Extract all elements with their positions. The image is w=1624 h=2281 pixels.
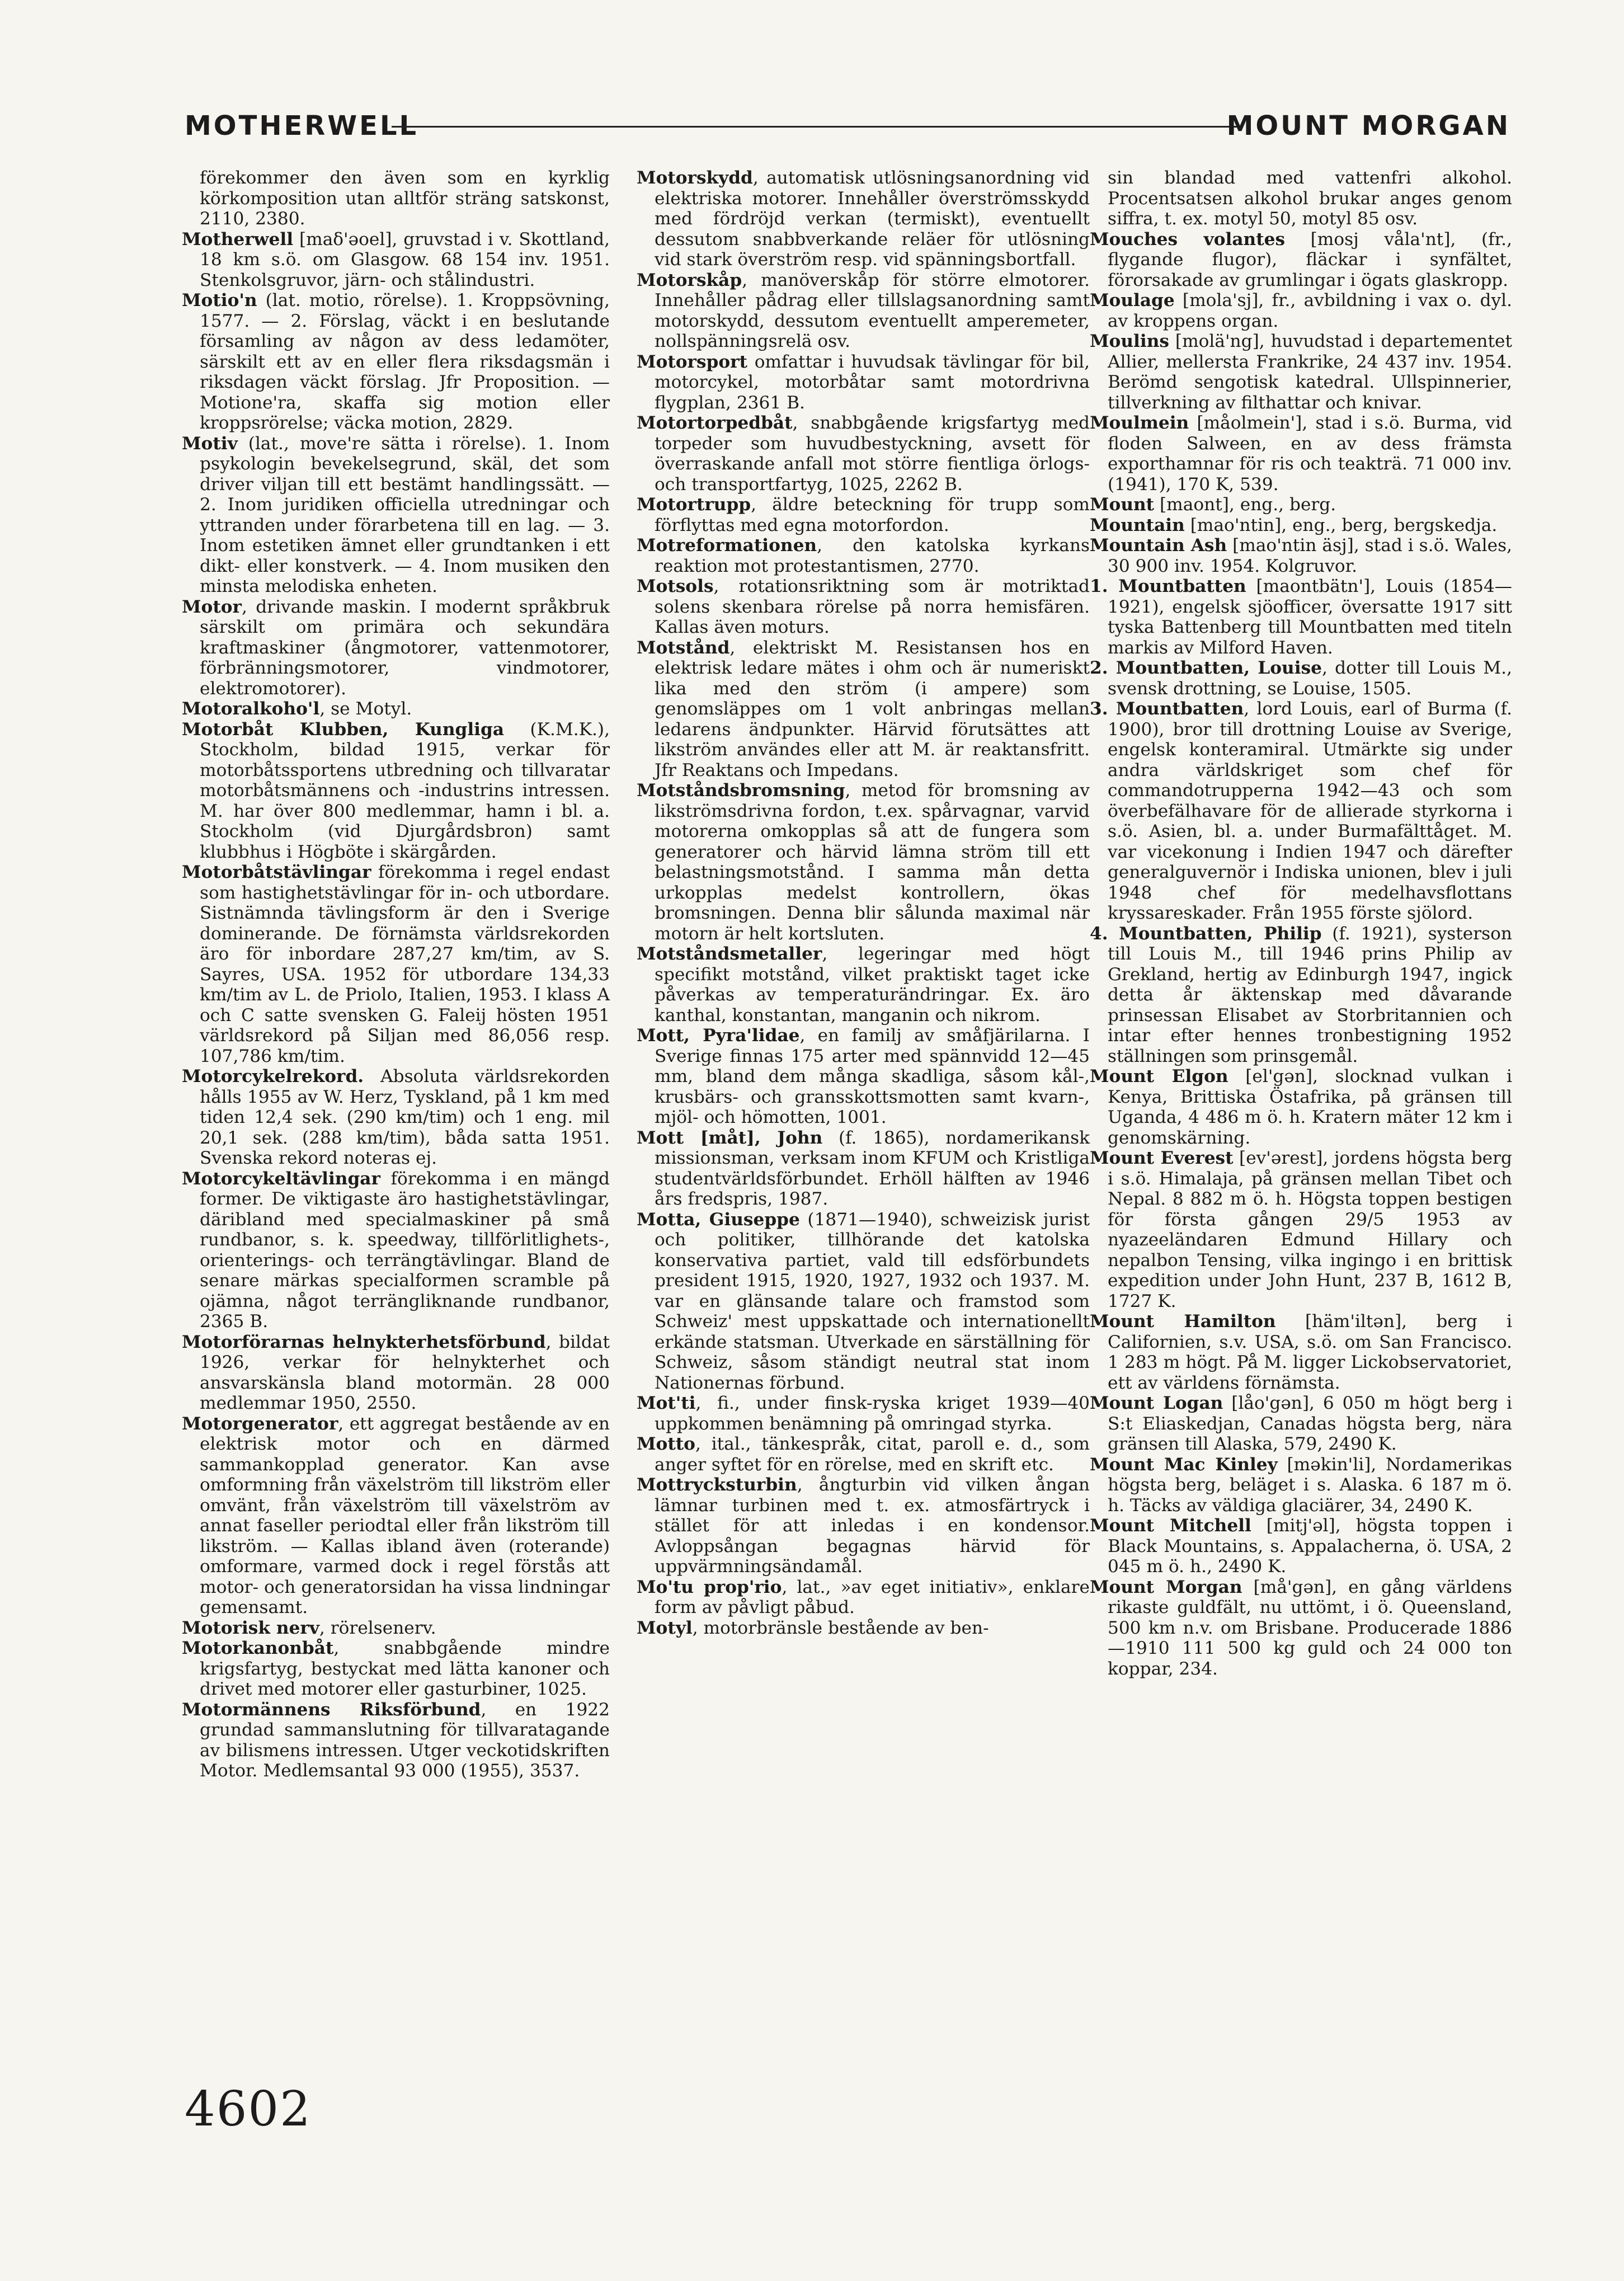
- dictionary-entry: [637, 1393, 1090, 1434]
- entry-text: (lat. motio, rörelse). 1. Kroppsövning, 1577. — 2. Förslag, väckt i en beslutande församling av någon av dess ledamöter, särskilt ett av en eller flera riksdagsmän i riksdagen väckt förslag. Jfr Proposition. — Motione'ra, skaffa sig motion eller kroppsrörelse; väcka motion, 2829.: [200, 290, 610, 433]
- entry-headword: Motortrupp: [637, 495, 751, 515]
- entry-text: , lord Louis, earl of Burma (f. 1900), bror till drottning Louise av Sverige, engelsk konteramiral. Utmärkte sig under andra världskriget som chef för commandotrupperna 1942—43 och som överbefälhavare för de allierade styrkorna i s.ö. Asien, bl. a. under Burmafälttåget. M. var vicekonung i Indien 1947 och därefter generalguvernör i Indiska unionen, blev i juli 1948 chef för medelhavsflottans kryssareskader. Från 1955 förste sjölord.: [1108, 699, 1512, 923]
- dictionary-entry: [1090, 413, 1512, 495]
- dictionary-entry: [1090, 331, 1512, 413]
- entry-headword: Motorcykelrekord.: [182, 1066, 364, 1087]
- entry-headword: Mount Mac Kinley: [1090, 1454, 1278, 1475]
- column-3: [1090, 168, 1512, 1679]
- entry-text: [mao'ntin äsj], stad i s.ö. Wales, 30 900 inv. 1954. Kolgruvor.: [1108, 535, 1512, 576]
- header-right-guideword: MOUNT MORGAN: [1226, 110, 1510, 142]
- dictionary-entry: [1090, 1393, 1512, 1455]
- entry-text: , se Motyl.: [319, 699, 412, 719]
- entry-text: , automatisk utlösningsanordning vid elektriska motorer. Innehåller överströmsskydd med fördröjd verkan (termiskt), eventuellt dessutom snabbverkande reläer för utlösning vid stark överström resp. vid spänningsbortfall.: [655, 168, 1090, 270]
- entry-headword: Motsols: [637, 576, 714, 596]
- dictionary-entry: [637, 535, 1090, 576]
- entry-text: [måolmein'], stad i s.ö. Burma, vid floden Salween, en av dess främsta exporthamnar för ris och teakträ. 71 000 inv. (1941), 170 K, 539.: [1108, 413, 1512, 495]
- entry-headword: Motorförarnas helnykterhetsförbund: [182, 1332, 546, 1352]
- entry-headword: Motortorpedbåt: [637, 413, 793, 433]
- entry-text: [məkin'li], Nordamerikas högsta berg, beläget i s. Alaska. 6 187 m ö. h. Täcks av väldiga glaciärer, 34, 2490 K.: [1108, 1454, 1512, 1516]
- entry-headword: Motorskåp: [637, 270, 742, 290]
- entry-text: , elektriskt M. Resistansen hos en elektrisk ledare mätes i ohm och är numeriskt lika med den ström (i ampere) som genomsläppes om 1 volt anbringas mellan ledarens ändpunkter. Härvid förutsättes att likström användes eller att M. är reaktansfritt. Jfr Reaktans och Impedans.: [655, 637, 1090, 780]
- entry-text: , ital., tänkespråk, citat, paroll e. d., som anger syftet för en rörelse, med en skrift etc.: [655, 1434, 1090, 1475]
- dictionary-entry: [182, 434, 610, 597]
- dictionary-entry: [1090, 658, 1512, 699]
- entry-headword: Motorkanonbåt: [182, 1638, 334, 1658]
- entry-headword: Mountain Ash: [1090, 535, 1227, 556]
- entry-headword: Motorgenerator: [182, 1413, 338, 1434]
- dictionary-entry: [637, 1475, 1090, 1577]
- entry-text: , äldre beteckning för trupp som förflyttas med egna motorfordon.: [655, 495, 1090, 535]
- dictionary-entry: [1090, 515, 1512, 536]
- dictionary-entry: [637, 352, 1090, 413]
- entry-headword: 4. Mountbatten, Philip: [1090, 923, 1322, 944]
- dictionary-entry: [637, 495, 1090, 535]
- entry-text: , rotationsriktning som är motriktad solens skenbara rörelse på norra hemisfären. Kallas även moturs.: [655, 576, 1090, 637]
- entry-headword: Motståndsbromsning: [637, 780, 845, 801]
- entry-text: , motorbränsle bestående av ben-: [692, 1617, 989, 1638]
- entry-text: , en 1922 grundad sammanslutning för tillvaratagande av bilismens intressen. Utger veckotidskriften Motor. Medlemsantal 93 000 (1955), 3537.: [200, 1699, 610, 1781]
- entry-text: omfattar i huvudsak tävlingar för bil, motorcykel, motorbåtar samt motordrivna flygplan, 2361 B.: [655, 351, 1090, 413]
- dictionary-entry: [637, 944, 1090, 1026]
- entry-text: [mosj våla'nt], (fr., flygande flugor), fläckar i synfältet, förorsakade av grumlingar i ögats glaskropp.: [1108, 229, 1512, 290]
- entry-text: (1871—1940), schweizisk jurist och politiker, tillhörande det katolska konservativa partiet, vald till edsförbundets president 1915, 1920, 1927, 1932 och 1937. M. var en glänsande talare och framstod som Schweiz' mest uppskattade och internationellt erkände statsman. Utverkade en särställning för Schweiz, såsom ständigt neutral stat inom Nationernas förbund.: [655, 1209, 1090, 1393]
- entry-text: , legeringar med högt specifikt motstånd, vilket praktiskt taget icke påverkas av temperaturändringar. Ex. äro kanthal, konstantan, manganin och nikrom.: [655, 944, 1090, 1026]
- entry-text: , snabbgående mindre krigsfartyg, bestyckat med lätta kanoner och drivet med motorer eller gasturbiner, 1025.: [200, 1638, 610, 1699]
- dictionary-entry: [182, 1414, 610, 1618]
- dictionary-entry: [637, 270, 1090, 352]
- entry-headword: Mount Mitchell: [1090, 1516, 1251, 1536]
- entry-text: , lat., »av eget initiativ», enklare form av påvligt påbud.: [655, 1577, 1090, 1617]
- entry-text: (K.M.K.), Stockholm, bildad 1915, verkar för motorbåtssportens utbredning och tillvaratar motorbåtsmännens och -industrins intressen. M. har över 800 medlemmar, hamn i bl. a. Stockholm (vid Djurgårdsbron) samt klubbhus i Högböte i skärgården.: [200, 719, 610, 862]
- entry-text: [låo'gən], 6 050 m högt berg i S:t Eliaskedjan, Canadas högsta berg, nära gränsen till Alaska, 579, 2490 K.: [1108, 1393, 1512, 1454]
- dictionary-entry: [1090, 229, 1512, 291]
- column-1: [182, 168, 610, 1781]
- entry-text: [maontbätn'], Louis (1854—1921), engelsk sjöofficer, översatte 1917 sitt tyska Battenberg till Mountbatten med titeln markis av Milford Haven.: [1108, 576, 1512, 658]
- dictionary-entry: [637, 638, 1090, 781]
- entry-text: [el'gən], slocknad vulkan i Kenya, Brittiska Östafrika, på gränsen till Uganda, 4 486 m ö. h. Kratern mäter 12 km i genomskärning.: [1108, 1066, 1512, 1148]
- dictionary-entry: [182, 229, 610, 291]
- dictionary-entry: [637, 1618, 1090, 1639]
- entry-headword: Mottrycksturbin: [637, 1475, 797, 1495]
- entry-headword: Motiv: [182, 433, 238, 454]
- entry-headword: Mott [måt], John: [637, 1127, 823, 1148]
- dictionary-entry: [637, 780, 1090, 944]
- entry-text: [häm'iltən], berg i Californien, s.v. USA, s.ö. om San Francisco. 1 283 m högt. På M. ligger Lickobservatoriet, ett av världens förnämsta.: [1108, 1311, 1512, 1393]
- entry-headword: Motto: [637, 1434, 695, 1454]
- entry-headword: 1. Mountbatten: [1090, 576, 1246, 596]
- entry-headword: Motstånd: [637, 637, 730, 658]
- dictionary-entry: [182, 1700, 610, 1781]
- dictionary-entry: [182, 862, 610, 1066]
- entry-text: , metod för bromsning av likströmsdrivna fordon, t.ex. spårvagnar, varvid motorerna omkopplas så att de fungera som generatorer och härvid lämna ström till ett belastningsmotstånd. I samma mån detta urkopplas medelst kontrollern, ökas bromsningen. Denna blir sålunda maximal när motorn är helt kortsluten.: [655, 780, 1090, 944]
- entry-headword: Motorbåtstävlingar: [182, 862, 371, 882]
- entry-text: , drivande maskin. I modernt språkbruk särskilt om primära och sekundära kraftmaskiner (ångmotorer, vattenmotorer, förbränningsmotorer, vindmotorer, elektromotorer).: [200, 596, 610, 699]
- dictionary-entry: [1090, 924, 1512, 1067]
- running-header: [185, 98, 1510, 148]
- entry-text: förekomma i en mängd former. De viktigaste äro hastighetstävlingar, däribland med specialmaskiner på små rundbanor, s. k. speedway, tillförlitlighets-, orienterings- och terrängtävlingar. Bland de senare märkas specialformen scramble på ojämna, något terrängliknande rundbanor, 2365 B.: [200, 1168, 610, 1332]
- dictionary-entry: [1090, 1311, 1512, 1393]
- entry-headword: Motreformationen: [637, 535, 817, 556]
- entry-text: [mao'ntin], eng., berg, bergskedja.: [1184, 515, 1498, 535]
- dictionary-entry: [1090, 1455, 1512, 1516]
- header-left-guideword: MOTHERWELL: [185, 110, 419, 142]
- entry-headword: Mo'tu prop'rio: [637, 1577, 782, 1597]
- entry-headword: Motorisk nerv: [182, 1617, 319, 1638]
- entry-headword: 3. Mountbatten: [1090, 699, 1244, 719]
- dictionary-entry: [637, 413, 1090, 495]
- dictionary-entry: [637, 576, 1090, 638]
- entry-headword: Moulins: [1090, 331, 1169, 351]
- entry-text: , ett aggregat bestående av en elektrisk motor och en därmed sammankopplad generator. Kan avse omformning från växelström till likström eller omvänt, från växelström till växelström av annat faseller periodtal eller från likström till likström. — Kallas ibland även (roterande) omformare, varmed dock i regel förstås att motor- och generatorsidan ha vissa lindningar gemensamt.: [200, 1413, 610, 1617]
- entry-text: (lat., move're sätta i rörelse). 1. Inom psykologin bevekelsegrund, skäl, det som driver viljan till ett bestämt handlingssätt. — 2. Inom juridiken officiella utredningar och yttranden under förarbetena till en lag. — 3. Inom estetiken ämnet eller grundtanken i ett dikt- eller konstverk. — 4. Inom musiken den minsta melodiska enheten.: [200, 433, 610, 596]
- entry-headword: Moulmein: [1090, 413, 1189, 433]
- entry-headword: Motta, Giuseppe: [637, 1209, 800, 1230]
- entry-headword: Motståndsmetaller: [637, 944, 822, 964]
- dictionary-entry: [637, 1026, 1090, 1128]
- entry-headword: Mott, Pyra'lidae: [637, 1026, 800, 1046]
- dictionary-entry: [182, 168, 610, 229]
- entry-headword: Motorcykeltävlingar: [182, 1168, 380, 1189]
- entry-headword: Mount Morgan: [1090, 1577, 1242, 1597]
- header-rule: [392, 126, 1243, 128]
- dictionary-entry: [1090, 576, 1512, 658]
- entry-headword: Mount Elgon: [1090, 1066, 1228, 1087]
- dictionary-entry: [182, 1169, 610, 1332]
- entry-headword: 2. Mountbatten, Louise: [1090, 658, 1322, 678]
- entry-text: , manöverskåp för större elmotorer. Innehåller pådrag eller tillslagsanordning samt motorskydd, dessutom eventuellt amperemeter, nollspänningsrelä osv.: [655, 270, 1090, 351]
- dictionary-entry: [182, 699, 610, 719]
- entry-text: sin blandad med vattenfri alkohol. Procentsatsen alkohol brukar anges genom siffra, t. ex. motyl 50, motyl 85 osv.: [1108, 168, 1512, 229]
- entry-headword: Mount Everest: [1090, 1148, 1234, 1168]
- entry-text: [må'gən], en gång världens rikaste guldfält, nu uttömt, i ö. Queensland, 500 km n.v. om Brisbane. Producerade 1886—1910 111 500 kg guld och 24 000 ton koppar, 234.: [1108, 1577, 1512, 1679]
- dictionary-entry: [1090, 1148, 1512, 1311]
- dictionary-entry: [182, 290, 610, 434]
- dictionary-entry: [1090, 699, 1512, 924]
- entry-headword: Motio'n: [182, 290, 257, 311]
- entry-headword: Mount: [1090, 495, 1155, 515]
- entry-headword: Motorskydd: [637, 168, 753, 188]
- dictionary-entry: [182, 597, 610, 699]
- dictionary-entry: [637, 1577, 1090, 1618]
- dictionary-entry: [1090, 1066, 1512, 1148]
- entry-text: [molä'ng], huvudstad i departementet Allier, mellersta Frankrike, 24 437 inv. 1954. Berömd sengotisk katedral. Ullspinnerier, tillverkning av filthattar och knivar.: [1108, 331, 1512, 413]
- entry-text: , rörelsenerv.: [319, 1617, 436, 1638]
- dictionary-entry: [1090, 290, 1512, 331]
- dictionary-entry: [637, 1128, 1090, 1210]
- entry-text: , fi., under finsk-ryska kriget 1939—40 uppkommen benämning på omringad styrka.: [655, 1393, 1090, 1434]
- entry-text: , snabbgående krigsfartyg med torpeder som huvudbestyckning, avsett för överraskande anfall mot större fientliga örlogs- och transportfartyg, 1025, 2262 B.: [655, 413, 1090, 495]
- dictionary-entry: [1090, 1577, 1512, 1680]
- dictionary-entry: [1090, 168, 1512, 229]
- dictionary-entry: [637, 1434, 1090, 1475]
- entry-text: förekommer den även som en kyrklig körkomposition utan alltför sträng satskonst, 2110, 2380.: [200, 168, 610, 229]
- dictionary-entry: [1090, 535, 1512, 576]
- entry-text: Absoluta världsrekorden hålls 1955 av W. Herz, Tyskland, på 1 km med tiden 12,4 sek. (290 km/tim) och 1 eng. mil 20,1 sek. (288 km/tim), båda satta 1951. Svenska rekord noteras ej.: [200, 1066, 610, 1168]
- entry-text: , en familj av småfjärilarna. I Sverige finnas 175 arter med spännvidd 12—45 mm, bland dem många skadliga, såsom kål-, krusbärs- och gransskottsmotten samt kvarn-, mjöl- och hömotten, 1001.: [655, 1026, 1090, 1127]
- entry-headword: Motor: [182, 596, 242, 617]
- dictionary-entry: [637, 1210, 1090, 1394]
- entry-text: [maδ'əoel], gruvstad i v. Skottland, 18 km s.ö. om Glasgow. 68 154 inv. 1951. Stenkolsgruvor, järn- och stålindustri.: [200, 229, 610, 290]
- column-2: [637, 168, 1090, 1638]
- entry-text: , ångturbin vid vilken ångan lämnar turbinen med t. ex. atmosfärtryck i stället för att inledas i en kondensor. Avloppsångan begagnas härvid för uppvärmningsändamål.: [655, 1475, 1090, 1577]
- entry-text: , bildat 1926, verkar för helnykterhet och ansvarskänsla bland motormän. 28 000 medlemmar 1950, 2550.: [200, 1332, 610, 1413]
- entry-headword: Motorbåt Klubben, Kungliga: [182, 719, 505, 740]
- entry-headword: Mot'ti: [637, 1393, 696, 1413]
- entry-text: , den katolska kyrkans reaktion mot protestantismen, 2770.: [655, 535, 1090, 576]
- entry-headword: Motorsport: [637, 351, 747, 372]
- page-number: 4602: [185, 2081, 312, 2137]
- entry-headword: Motormännens Riksförbund: [182, 1699, 481, 1720]
- entry-text: [mola'sj], fr., avbildning i vax o. dyl. av kroppens organ.: [1108, 290, 1512, 331]
- entry-text: [ev'ərest], jordens högsta berg i s.ö. Himalaja, på gränsen mellan Tibet och Nepal. 8 882 m ö. h. Högsta toppen bestigen för första gången 29/5 1953 av nyazeeländaren Edmund Hillary och nepalbon Tensing, vilka ingingo i en brittisk expedition under John Hunt, 237 B, 1612 B, 1727 K.: [1108, 1148, 1512, 1311]
- dictionary-entry: [182, 1066, 610, 1169]
- entry-text: förekomma i regel endast som hastighetstävlingar för in- och utbordare. Sistnämnda tävlingsform är den i Sverige dominerande. De förnämsta världsrekorden äro för inbordare 287,27 km/tim, av S. Sayres, USA. 1952 för utbordare 134,33 km/tim av L. de Priolo, Italien, 1953. I klass A och C satte svensken G. Faleij hösten 1951 världsrekord på Siljan med 86,056 resp. 107,786 km/tim.: [200, 862, 610, 1066]
- entry-headword: Moulage: [1090, 290, 1175, 311]
- dictionary-entry: [1090, 495, 1512, 515]
- entry-headword: Motyl: [637, 1617, 693, 1638]
- dictionary-entry: [182, 1332, 610, 1414]
- entry-headword: Mountain: [1090, 515, 1185, 535]
- entry-headword: Mouches volantes: [1090, 229, 1286, 250]
- entry-text: [maont], eng., berg.: [1154, 495, 1336, 515]
- dictionary-entry: [182, 1638, 610, 1700]
- entry-headword: Motherwell: [182, 229, 294, 250]
- dictionary-entry: [637, 168, 1090, 270]
- entry-headword: Motoralkoho'l: [182, 699, 320, 719]
- dictionary-entry: [182, 719, 610, 863]
- entry-headword: Mount Hamilton: [1090, 1311, 1276, 1332]
- dictionary-entry: [1090, 1516, 1512, 1577]
- entry-headword: Mount Logan: [1090, 1393, 1223, 1413]
- entry-text: , dotter till Louis M., svensk drottning, se Louise, 1505.: [1108, 658, 1512, 699]
- dictionary-entry: [182, 1618, 610, 1639]
- entry-text: (f. 1921), systerson till Louis M., till 1946 prins Philip av Grekland, hertig av Edinburgh 1947, ingick detta år äktenskap med dåvarande prinsessan Elisabet av Storbritannien och intar efter hennes tronbestigning 1952 ställningen som prinsgemål.: [1108, 923, 1512, 1066]
- entry-text: (f. 1865), nordamerikansk missionsman, verksam inom KFUM och Kristliga studentvärldsförbundet. Erhöll hälften av 1946 års fredspris, 1987.: [655, 1127, 1090, 1209]
- entry-text: [mitj'əl], högsta toppen i Black Mountains, s. Appalacherna, ö. USA, 2 045 m ö. h., 2490 K.: [1108, 1516, 1512, 1577]
